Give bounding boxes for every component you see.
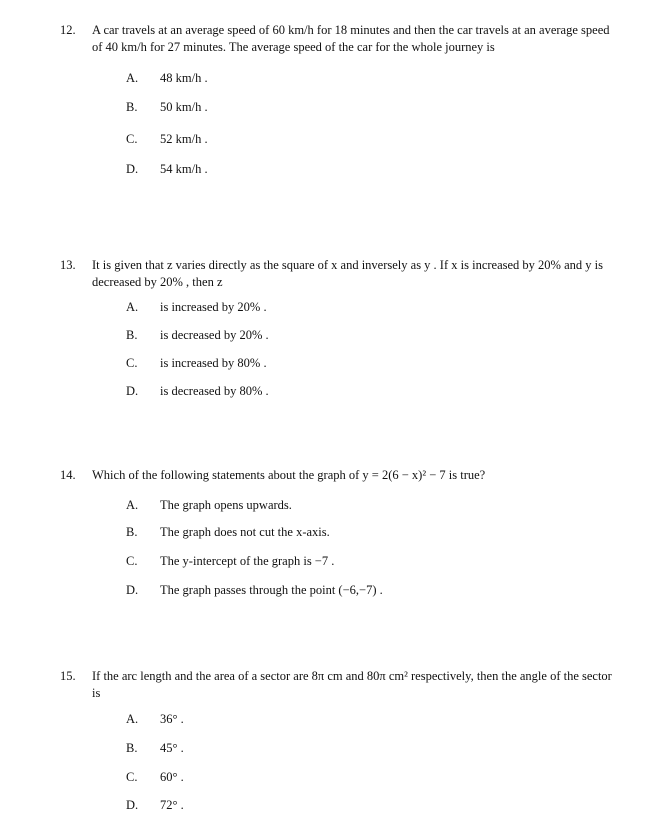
option-label: C. [126,554,138,568]
option-label: B. [126,741,138,755]
option-text: is decreased by 80% . [160,384,269,398]
option-text: The y-intercept of the graph is −7 . [160,554,335,568]
option-text: 52 km/h . [160,132,208,146]
question-number: 13. [60,258,76,272]
question-stem: A car travels at an average speed of 60 km/h for 18 minutes and then the car travels at an average speed of 40 km/h for 27 minutes. The average speed of the car for the whole journey is [92,23,610,54]
option-text: is increased by 20% . [160,300,267,314]
option-text: 60° . [160,770,184,784]
option-label: B. [126,100,138,114]
option-text: 54 km/h . [160,162,208,176]
question-stem: If the arc length and the area of a sector are 8π cm and 80π cm² respectively, then the angle of the sector is [92,669,612,700]
option-label: D. [126,384,139,398]
option-text: is decreased by 20% . [160,328,269,342]
option-label: C. [126,132,138,146]
option-label: D. [126,798,139,812]
option-text: The graph passes through the point (−6,−7) . [160,583,383,597]
option-label: B. [126,525,138,539]
question-number: 15. [60,669,76,683]
option-label: A. [126,712,139,726]
option-text: 50 km/h . [160,100,208,114]
option-label: A. [126,498,139,512]
option-text: The graph opens upwards. [160,498,292,512]
option-label: C. [126,770,138,784]
option-label: A. [126,300,139,314]
option-text: 48 km/h . [160,71,208,85]
option-text: 72° . [160,798,184,812]
option-label: A. [126,71,139,85]
option-label: D. [126,583,139,597]
question-stem: Which of the following statements about the graph of y = 2(6 − x)² − 7 is true? [92,468,486,482]
option-text: 36° . [160,712,184,726]
option-label: D. [126,162,139,176]
option-text: The graph does not cut the x-axis. [160,525,330,539]
option-label: C. [126,356,138,370]
option-text: is increased by 80% . [160,356,267,370]
option-label: B. [126,328,138,342]
question-number: 12. [60,23,76,37]
question-stem: It is given that z varies directly as the square of x and inversely as y . If x is increased by 20% and y is decreased by 20% , then z [92,258,603,289]
question-number: 14. [60,468,76,482]
option-text: 45° . [160,741,184,755]
